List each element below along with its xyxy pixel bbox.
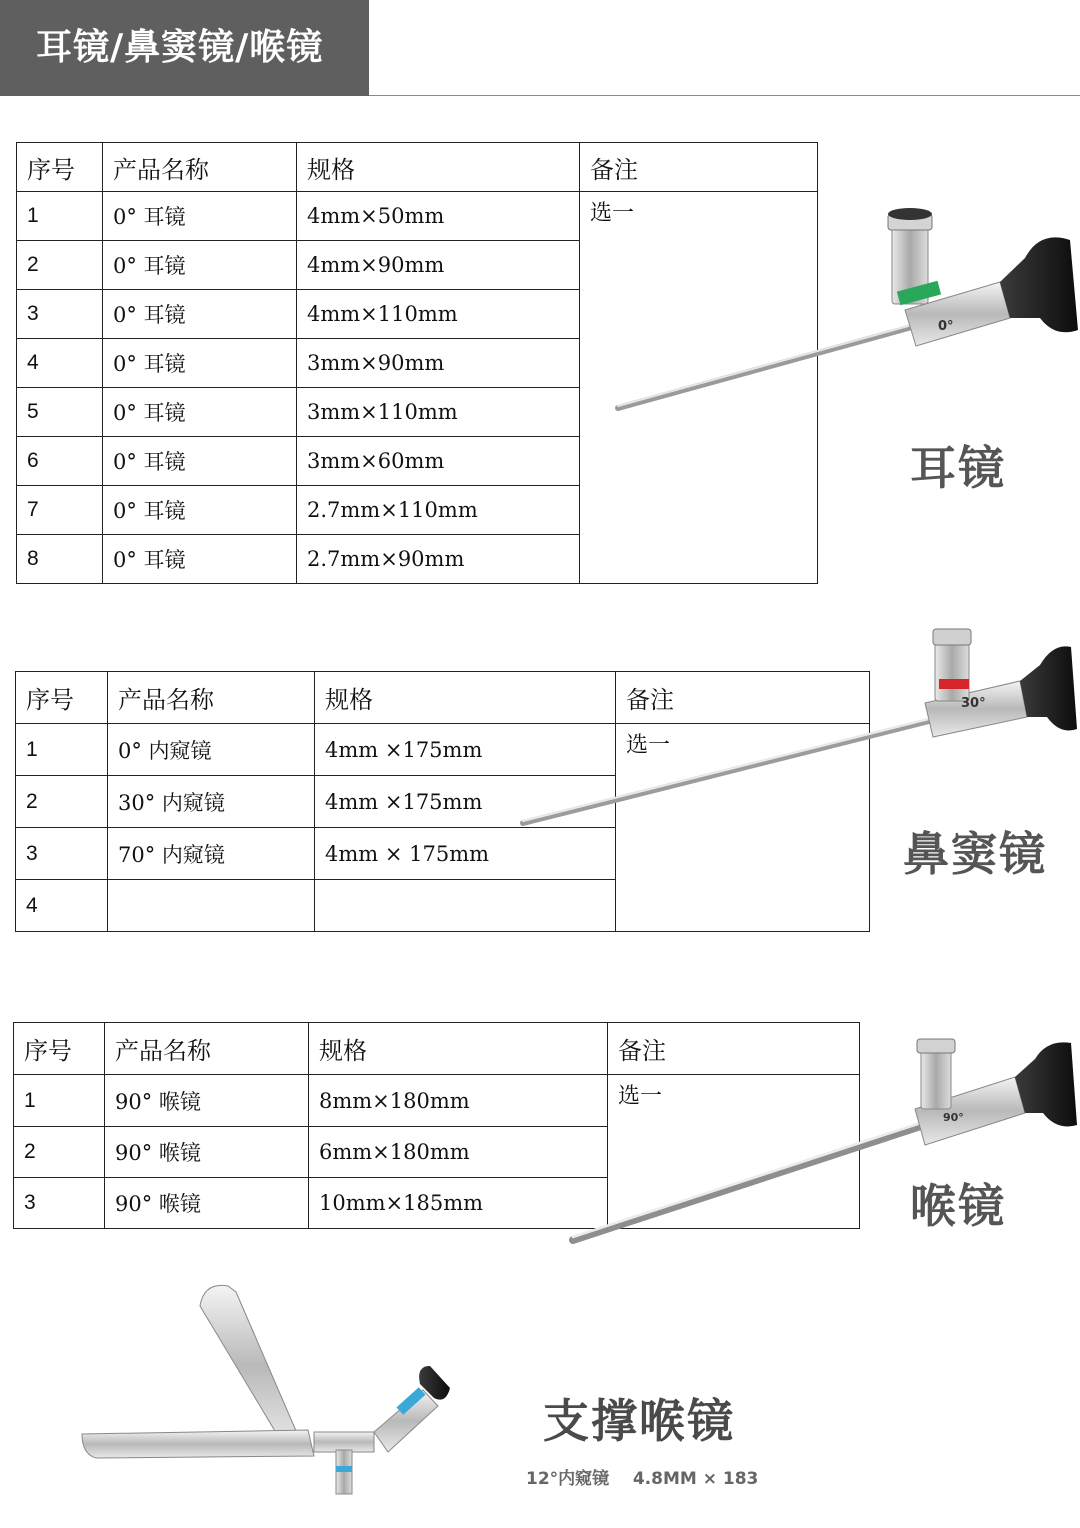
- row-idx: 2: [14, 1127, 105, 1178]
- col-remark-header: 备注: [608, 1023, 860, 1075]
- row-idx: 8: [17, 535, 103, 584]
- header-divider: [369, 95, 1080, 96]
- row-idx: 3: [17, 290, 103, 339]
- row-spec: 2.7mm×90mm: [297, 535, 580, 584]
- col-idx-header: 序号: [16, 672, 108, 724]
- row-name: 0° 耳镜: [103, 535, 297, 584]
- row-idx: 3: [16, 828, 108, 880]
- row-name: 30° 内窥镜: [108, 776, 315, 828]
- row-name: 90° 喉镜: [105, 1127, 309, 1178]
- col-remark-header: 备注: [580, 143, 818, 192]
- sinuscope-label: 鼻窦镜: [903, 827, 1047, 881]
- scope-angle-marking: 90°: [943, 1111, 964, 1124]
- row-idx: 2: [17, 241, 103, 290]
- row-idx: 5: [17, 388, 103, 437]
- row-spec: 3mm×60mm: [297, 437, 580, 486]
- row-spec: 4mm ×175mm: [315, 776, 616, 828]
- row-idx: 6: [17, 437, 103, 486]
- row-spec: 3mm×90mm: [297, 339, 580, 388]
- row-spec: [315, 880, 616, 932]
- page-title: 耳镜/鼻窦镜/喉镜: [0, 0, 369, 96]
- scope-angle-marking: 0°: [938, 319, 954, 334]
- row-spec: 2.7mm×110mm: [297, 486, 580, 535]
- row-spec: 4mm×90mm: [297, 241, 580, 290]
- scope-angle-marking: 30°: [961, 696, 986, 711]
- col-spec-header: 规格: [309, 1023, 608, 1075]
- row-name: 0° 耳镜: [103, 290, 297, 339]
- otoscope-image: [600, 200, 1080, 430]
- row-spec: 4mm ×175mm: [315, 724, 616, 776]
- col-idx-header: 序号: [17, 143, 103, 192]
- row-spec: 4mm × 175mm: [315, 828, 616, 880]
- row-idx: 7: [17, 486, 103, 535]
- row-spec: 4mm×50mm: [297, 192, 580, 241]
- col-spec-header: 规格: [297, 143, 580, 192]
- sinuscope-image: [515, 625, 1080, 835]
- col-spec-header: 规格: [315, 672, 616, 724]
- row-spec: 8mm×180mm: [309, 1075, 608, 1127]
- row-idx: 4: [17, 339, 103, 388]
- row-name: 90° 喉镜: [105, 1178, 309, 1229]
- row-name: 0° 耳镜: [103, 339, 297, 388]
- row-idx: 2: [16, 776, 108, 828]
- row-remark: 选一: [608, 1075, 860, 1229]
- row-spec: 10mm×185mm: [309, 1178, 608, 1229]
- row-spec: 6mm×180mm: [309, 1127, 608, 1178]
- row-name: 0° 耳镜: [103, 192, 297, 241]
- row-name: [108, 880, 315, 932]
- col-name-header: 产品名称: [103, 143, 297, 192]
- row-idx: 1: [14, 1075, 105, 1127]
- row-idx: 3: [14, 1178, 105, 1229]
- row-spec: 3mm×110mm: [297, 388, 580, 437]
- row-name: 0° 耳镜: [103, 486, 297, 535]
- table-header-row: [17, 143, 818, 192]
- row-name: 0° 耳镜: [103, 437, 297, 486]
- support-laryngoscope-label: 支撑喉镜: [543, 1394, 735, 1448]
- row-spec: 4mm×110mm: [297, 290, 580, 339]
- otoscope-label: 耳镜: [910, 441, 1006, 495]
- col-remark-header: 备注: [616, 672, 870, 724]
- row-name: 0° 耳镜: [103, 388, 297, 437]
- row-remark: 选一: [616, 724, 870, 932]
- col-name-header: 产品名称: [105, 1023, 309, 1075]
- row-name: 0° 内窥镜: [108, 724, 315, 776]
- row-idx: 1: [17, 192, 103, 241]
- row-name: 0° 耳镜: [103, 241, 297, 290]
- support-laryngoscope-image: [78, 1280, 458, 1505]
- support-laryngoscope-caption: 12°内窥镜 4.8MM × 183: [526, 1469, 759, 1489]
- row-name: 90° 喉镜: [105, 1075, 309, 1127]
- col-idx-header: 序号: [14, 1023, 105, 1075]
- row-idx: 4: [16, 880, 108, 932]
- col-name-header: 产品名称: [108, 672, 315, 724]
- row-idx: 1: [16, 724, 108, 776]
- laryngoscope-label: 喉镜: [910, 1179, 1006, 1233]
- row-remark: 选一: [580, 192, 818, 584]
- row-name: 70° 内窥镜: [108, 828, 315, 880]
